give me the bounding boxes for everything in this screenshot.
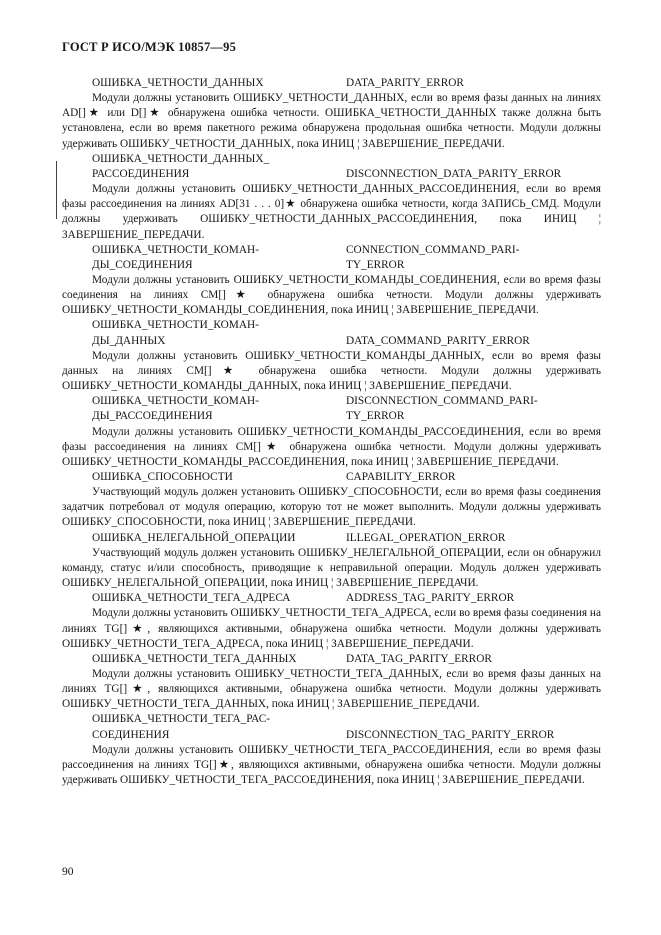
term-russian: ОШИБКА_ЧЕТНОСТИ_КОМАН- ДЫ_ДАННЫХ bbox=[92, 319, 259, 347]
term-heading bbox=[62, 318, 601, 348]
term-english: DISCONNECTION_TAG_PARITY_ERROR bbox=[346, 728, 555, 741]
section-illegal-operation-error bbox=[62, 531, 601, 592]
term-heading bbox=[62, 591, 601, 606]
term-english: DATA_PARITY_ERROR bbox=[346, 77, 464, 89]
term-russian: ОШИБКА_ЧЕТНОСТИ_ТЕГА_РАС- СОЕДИНЕНИЯ bbox=[92, 713, 271, 741]
page-number: 90 bbox=[62, 866, 74, 878]
section-data-command-parity-error bbox=[62, 318, 601, 394]
section-paragraph: Модули должны установить ОШИБКУ_ЧЕТНОСТИ_КОМАНДЫ_СОЕДИНЕНИЯ, если во время фазы соединения на линиях CM[]★ обнаружена ошибка четности. Модули должны удерживать ОШИБКУ_ЧЕТНОСТИ_КОМАНДЫ_СОЕДИНЕНИЯ, пока ИНИЦ ¦ ЗАВЕРШЕНИЕ_ПЕРЕДАЧИ. bbox=[62, 273, 601, 317]
term-english: DISCONNECTION_COMMAND_PARI- TY_ERROR bbox=[346, 395, 538, 423]
term-russian: ОШИБКА_ЧЕТНОСТИ_КОМАН- ДЫ_СОЕДИНЕНИЯ bbox=[92, 243, 259, 271]
section-connection-command-parity-error bbox=[62, 243, 601, 319]
term-english: DATA_COMMAND_PARITY_ERROR bbox=[346, 334, 530, 347]
term-russian: ОШИБКА_ЧЕТНОСТИ_КОМАН- ДЫ_РАССОЕДИНЕНИЯ bbox=[92, 395, 259, 423]
term-english: DATA_TAG_PARITY_ERROR bbox=[346, 652, 492, 665]
section-paragraph: Модули должны установить ОШИБКУ_ЧЕТНОСТИ_КОМАНДЫ_РАССОЕДИНЕНИЯ, если во время фазы рассоединения на линиях CM[]★ обнаружена ошибка четности. Модули должны удерживать ОШИБКУ_ЧЕТНОСТИ_КОМАНДЫ_РАССОЕДИНЕНИЯ, пока ИНИЦ ¦ ЗАВЕРШЕНИЕ_ПЕРЕДАЧИ. bbox=[62, 425, 601, 468]
section-paragraph: Модули должны установить ОШИБКУ_ЧЕТНОСТИ_ДАННЫХ, если во время фазы данных на линиях AD[]★ или D[]★ обнаружена ошибка четности. ОШИБКА_ЧЕТНОСТИ_ДАННЫХ также должна быть установлена, если во время пакетного режима обнаружена продольная ошибка четности. Модули должны удерживать ОШИБКУ_ЧЕТНОСТИ_ДАННЫХ, пока ИНИЦ ¦ ЗАВЕРШЕНИЕ_ПЕРЕДАЧИ. bbox=[62, 92, 601, 150]
section-paragraph: Участвующий модуль должен установить ОШИБКУ_СПОСОБНОСТИ, если во время фазы соединения задатчик потребовал от модуля операцию, которую тот не может выполнить. Модули должны удерживать ОШИБКУ_СПОСОБНОСТИ, пока ИНИЦ ¦ ЗАВЕРШЕНИЕ_ПЕРЕДАЧИ. bbox=[62, 486, 601, 529]
section-disconnection-command-parity-error bbox=[62, 394, 601, 470]
section-paragraph: Модули должны установить ОШИБКУ_ЧЕТНОСТИ_ТЕГА_ДАННЫХ, если во время фазы данных на линиях TG[]★, являющихся активными, обнаружена ошибка четности. Модули должны удерживать ОШИБКУ_ЧЕТНОСТИ_ТЕГА_ДАННЫХ, пока ИНИЦ ¦ ЗАВЕРШЕНИЕ_ПЕРЕДАЧИ. bbox=[62, 667, 601, 711]
term-english: ILLEGAL_OPERATION_ERROR bbox=[346, 531, 506, 544]
term-english: DISCONNECTION_DATA_PARITY_ERROR bbox=[346, 167, 562, 180]
term-russian: ОШИБКА_НЕЛЕГАЛЬНОЙ_ОПЕРАЦИИ bbox=[92, 531, 296, 544]
section-address-tag-parity-error bbox=[62, 591, 601, 652]
term-russian: ОШИБКА_ЧЕТНОСТИ_ДАННЫХ bbox=[92, 77, 264, 89]
section-disconnection-data-parity-error bbox=[62, 152, 601, 243]
term-heading bbox=[62, 152, 601, 182]
term-russian: ОШИБКА_ЧЕТНОСТИ_ДАННЫХ_ РАССОЕДИНЕНИЯ bbox=[92, 152, 270, 180]
term-russian: ОШИБКА_СПОСОБНОСТИ bbox=[92, 470, 233, 483]
revision-change-bar bbox=[56, 161, 57, 219]
term-heading bbox=[62, 243, 601, 273]
section-data-tag-parity-error bbox=[62, 652, 601, 713]
section-paragraph: Модули должны установить ОШИБКУ_ЧЕТНОСТИ_ДАННЫХ_РАССОЕДИНЕНИЯ, если во время фазы рассоединения на линиях AD[31 . . . 0]★ обнаружена ошибка четности, когда ЗАПИСЬ_СМД. Модули должны удерживать ОШИБКУ_ЧЕТНОСТИ_ДАННЫХ_РАССОЕДИНЕНИЯ, пока ИНИЦ ¦ ЗАВЕРШЕНИЕ_ПЕРЕДАЧИ. bbox=[62, 183, 601, 241]
section-disconnection-tag-parity-error bbox=[62, 712, 601, 788]
term-russian: ОШИБКА_ЧЕТНОСТИ_ТЕГА_АДРЕСА bbox=[92, 592, 291, 605]
section-paragraph: Модули должны установить ОШИБКУ_ЧЕТНОСТИ_ТЕГА_АДРЕСА, если во время фазы соединения на линиях TG[]★, являющихся активными, обнаружена ошибка четности. Модули должны удерживать ОШИБКУ_ЧЕТНОСТИ_ТЕГА_АДРЕСА, пока ИНИЦ ¦ ЗАВЕРШЕНИЕ_ПЕРЕДАЧИ. bbox=[62, 607, 601, 650]
section-paragraph: Модули должны установить ОШИБКУ_ЧЕТНОСТИ_ТЕГА_РАССОЕДИНЕНИЯ, если во время фазы рассоединения на линиях TG[]★, являющихся активными, обнаружена ошибка четности. Модули должны удерживать ОШИБКУ_ЧЕТНОСТИ_ТЕГА_РАССОЕДИНЕНИЯ, пока ИНИЦ ¦ ЗАВЕРШЕНИЕ_ПЕРЕДАЧИ. bbox=[62, 743, 601, 787]
term-heading bbox=[62, 394, 601, 424]
term-english: ADDRESS_TAG_PARITY_ERROR bbox=[346, 592, 515, 605]
term-russian: ОШИБКА_ЧЕТНОСТИ_ТЕГА_ДАННЫХ bbox=[92, 652, 297, 665]
term-heading bbox=[62, 712, 601, 742]
term-heading bbox=[62, 531, 601, 546]
document-header: ГОСТ Р ИСО/МЭК 10857—95 bbox=[62, 40, 237, 54]
term-heading bbox=[62, 76, 601, 91]
section-paragraph: Модули должны установить ОШИБКУ_ЧЕТНОСТИ_КОМАНДЫ_ДАННЫХ, если во время фазы данных на линиях CM[]★ обнаружена ошибка четности. Модули должны удерживать ОШИБКУ_ЧЕТНОСТИ_КОМАНДЫ_ДАННЫХ, пока ИНИЦ ¦ ЗАВЕРШЕНИЕ_ПЕРЕДАЧИ. bbox=[62, 349, 601, 393]
document-body bbox=[62, 76, 601, 788]
term-english: CONNECTION_COMMAND_PARI- TY_ERROR bbox=[346, 243, 520, 271]
section-paragraph: Участвующий модуль должен установить ОШИБКУ_НЕЛЕГАЛЬНОЙ_ОПЕРАЦИИ, если он обнаружил команду, статус и/или способность, приводящие к неправильной операции. Модуль должен удерживать ОШИБКУ_НЕЛЕГАЛЬНОЙ_ОПЕРАЦИИ, пока ИНИЦ ¦ ЗАВЕРШЕНИЕ_ПЕРЕДАЧИ. bbox=[62, 546, 601, 590]
term-heading bbox=[62, 652, 601, 667]
section-capability-error bbox=[62, 470, 601, 531]
section-data-parity-error bbox=[62, 76, 601, 152]
term-english: CAPABILITY_ERROR bbox=[346, 470, 456, 483]
term-heading bbox=[62, 470, 601, 485]
